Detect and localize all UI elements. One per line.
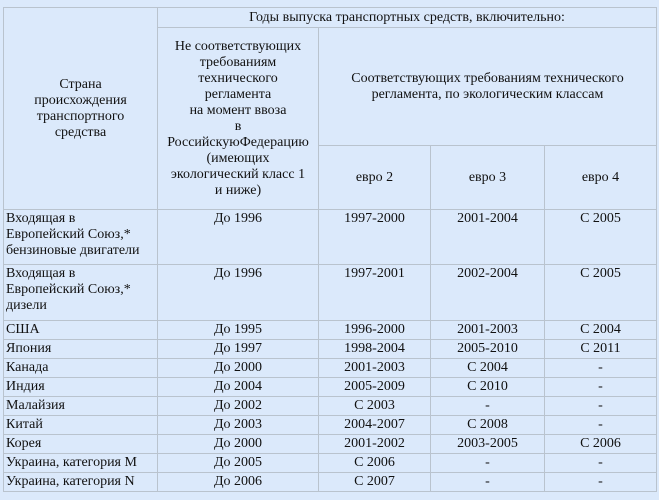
header-euro2: евро 2 [319,146,431,210]
header-compliant: Соответствующих требованиям технического регламента, по экологическим классам [319,28,657,146]
euro2-cell: 2001-2003 [319,359,431,378]
euro3-cell: 2003-2005 [431,435,545,454]
non-compliant-cell: До 2006 [158,473,319,492]
non-compliant-cell: До 1997 [158,340,319,359]
euro2-cell: 1997-2000 [319,210,431,265]
euro3-cell: 2001-2004 [431,210,545,265]
table-row [4,378,657,397]
table-row [4,321,657,340]
country-cell: Китай [4,416,158,435]
header-years: Годы выпуска транспортных средств, включительно: [158,8,657,28]
table-row [4,210,657,265]
country-cell: Индия [4,378,158,397]
table-row [4,265,657,321]
country-cell: Входящая в Европейский Союз,* бензиновые двигатели [4,210,158,265]
euro2-cell: 1997-2001 [319,265,431,321]
country-cell: Малайзия [4,397,158,416]
euro4-cell: С 2004 [545,321,657,340]
country-cell: Входящая в Европейский Союз,* дизели [4,265,158,321]
euro4-cell: - [545,397,657,416]
euro2-cell: 2001-2002 [319,435,431,454]
header-euro3: евро 3 [431,146,545,210]
non-compliant-cell: До 1996 [158,265,319,321]
euro4-cell: - [545,416,657,435]
table-row [4,454,657,473]
table-row [4,340,657,359]
euro2-cell: 1998-2004 [319,340,431,359]
header-non-compliant: Не соответствующих требованиям технического регламента на момент ввоза в РоссийскуюФедерацию (имеющих экологический класс 1 и ниже) [158,28,319,210]
header-euro4: евро 4 [545,146,657,210]
euro2-cell: С 2007 [319,473,431,492]
euro3-cell: С 2008 [431,416,545,435]
euro3-cell: - [431,473,545,492]
table-row [4,416,657,435]
non-compliant-cell: До 2005 [158,454,319,473]
euro4-cell: С 2005 [545,210,657,265]
euro3-cell: С 2010 [431,378,545,397]
table-row [4,397,657,416]
country-cell: Украина, категория М [4,454,158,473]
euro4-cell: - [545,454,657,473]
country-cell: Канада [4,359,158,378]
euro4-cell: С 2005 [545,265,657,321]
non-compliant-cell: До 2002 [158,397,319,416]
non-compliant-cell: До 2000 [158,435,319,454]
country-cell: Япония [4,340,158,359]
table-row [4,359,657,378]
euro3-cell: - [431,397,545,416]
euro2-cell: 2005-2009 [319,378,431,397]
country-cell: Корея [4,435,158,454]
non-compliant-cell: До 2004 [158,378,319,397]
euro4-cell: - [545,359,657,378]
country-cell: США [4,321,158,340]
emission-class-table [3,7,657,492]
country-cell: Украина, категория N [4,473,158,492]
non-compliant-cell: До 1995 [158,321,319,340]
euro4-cell: С 2011 [545,340,657,359]
header-country: Страна происхождения транспортного средства [4,8,158,210]
euro3-cell: 2002-2004 [431,265,545,321]
table-row [4,473,657,492]
non-compliant-cell: До 1996 [158,210,319,265]
euro2-cell: 2004-2007 [319,416,431,435]
euro4-cell: - [545,473,657,492]
euro3-cell: 2005-2010 [431,340,545,359]
non-compliant-cell: До 2003 [158,416,319,435]
table-row [4,435,657,454]
non-compliant-cell: До 2000 [158,359,319,378]
euro3-cell: 2001-2003 [431,321,545,340]
euro2-cell: 1996-2000 [319,321,431,340]
euro3-cell: - [431,454,545,473]
euro2-cell: С 2006 [319,454,431,473]
euro4-cell: - [545,378,657,397]
euro3-cell: С 2004 [431,359,545,378]
euro2-cell: С 2003 [319,397,431,416]
euro4-cell: С 2006 [545,435,657,454]
